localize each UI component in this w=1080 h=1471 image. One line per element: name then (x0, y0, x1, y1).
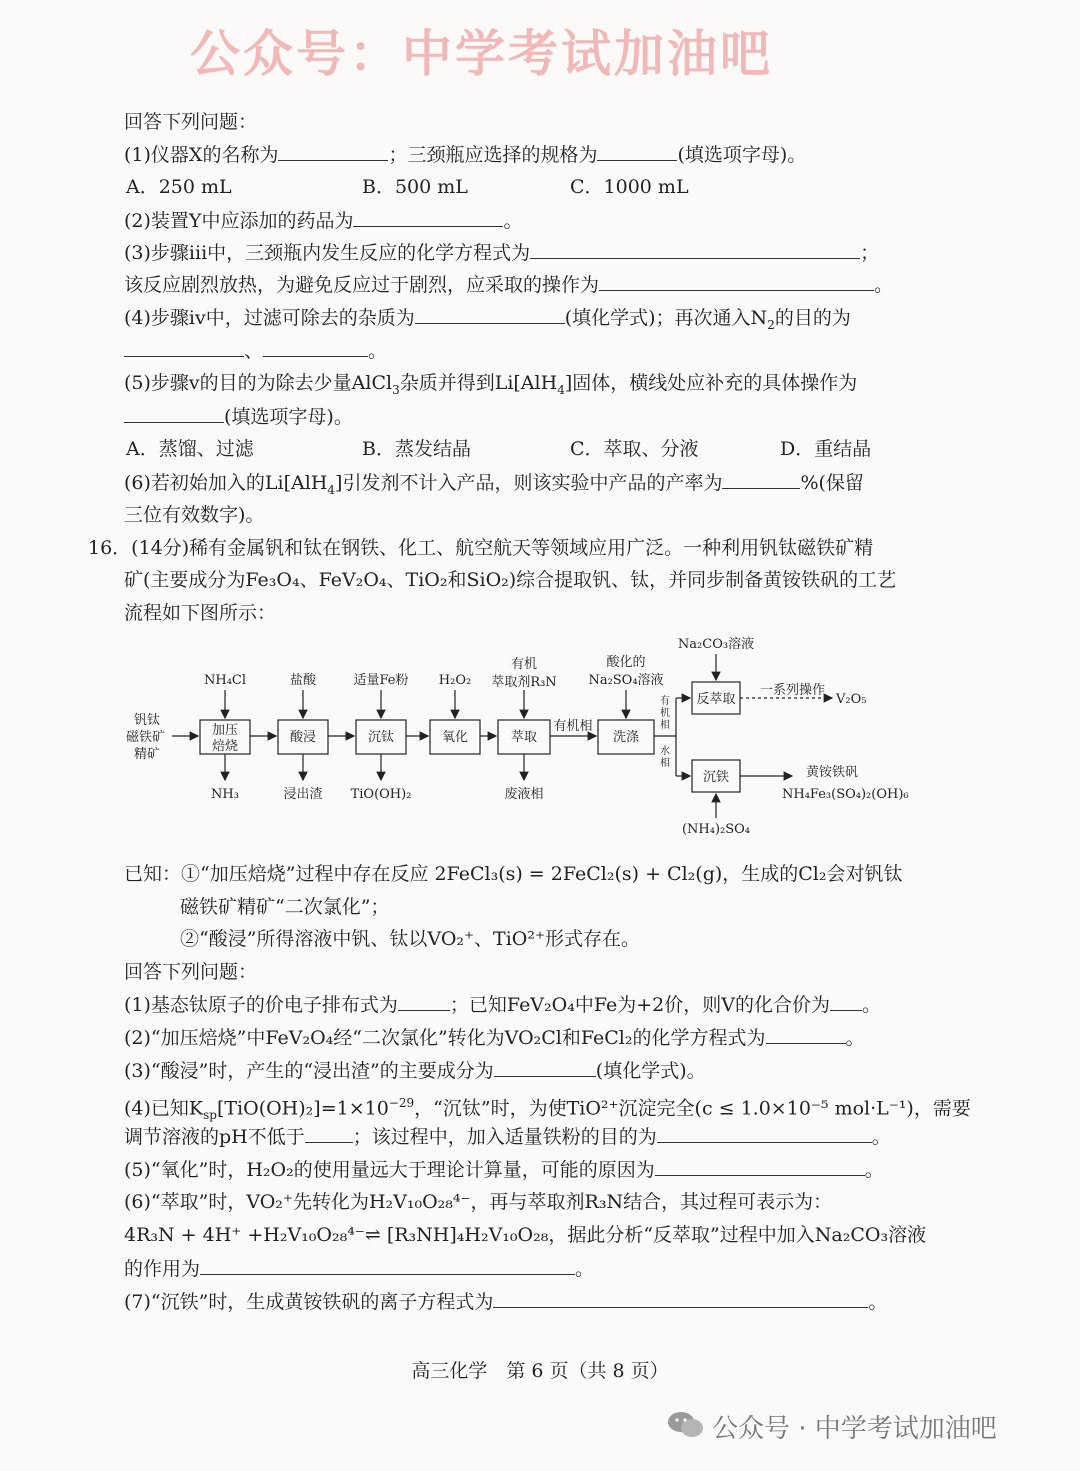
flow-reagent-label: Na₂SO₄溶液 (588, 673, 664, 688)
q15-4-mid: (填化学式)；再次通入N (564, 307, 768, 329)
q15-5b (124, 404, 353, 429)
q15-4b-sep: 、 (244, 340, 264, 362)
q16-4 (124, 1091, 971, 1127)
flow-box-label: 沉铁 (702, 770, 730, 785)
flow-box-label: 氧化 (441, 730, 469, 745)
flow-output-label: 浸出渣 (283, 787, 323, 802)
q16-1-c: 。 (861, 994, 881, 1016)
answer-blank[interactable] (200, 1256, 575, 1275)
q15-5-a: (5)步骤v的目的为除去少量AlCl (124, 372, 393, 394)
q15-3b-text: 该反应剧烈放热，为避免反应过于剧烈，应采取的操作为 (124, 274, 600, 296)
q16-7-text: (7)“沉铁”时，生成黄铵铁矾的离子方程式为 (124, 1291, 494, 1313)
q15-6 (124, 470, 864, 502)
answer-blank[interactable] (722, 470, 800, 489)
q15-3-text: (3)步骤iii中，三颈瓶内发生反应的化学方程式为 (124, 242, 531, 264)
q15-1-mid: ；三颈瓶应选择的规格为 (388, 144, 598, 166)
q16-3-text: (3)“酸浸”时，产生的“浸出渣”的主要成分为 (124, 1060, 494, 1082)
q16-4-sup: −29 (388, 1096, 415, 1110)
page-footer: 高三化学 第 6 页（共 8 页） (411, 1360, 669, 1382)
answer-blank[interactable] (599, 272, 874, 291)
q16-6c (124, 1256, 594, 1281)
q16-4-end: 。 (871, 1126, 891, 1148)
brand-label: 公众号 · 中学考试加油吧 (712, 1414, 997, 1444)
flow-phase-v: 水 (660, 746, 670, 757)
q16-4-c: ，“沉钛”时，为使TiO²⁺沉淀完全(c ≤ 1.0×10⁻⁵ mol·L⁻¹)，需要 (414, 1097, 971, 1120)
q15-3 (124, 240, 879, 265)
q16-known-1-text: ①“加压焙烧”过程中存在反应 2FeCl₃(s) = 2FeCl₂(s) + Cl₂(g)，生成的Cl₂会对钒钛 (181, 863, 903, 885)
q15-3b-end: 。 (874, 274, 894, 296)
answer-blank[interactable] (493, 1289, 868, 1308)
flow-reagent-label: 酸化的 (606, 655, 646, 670)
q15-5b-end: (填选项字母)。 (224, 406, 353, 428)
answer-blank[interactable] (655, 1157, 865, 1176)
answer-blank[interactable] (657, 1124, 872, 1143)
q16-3-end: (填化学式)。 (595, 1060, 706, 1082)
q16-5 (124, 1157, 884, 1182)
flow-organic-phase-label: 有机相 (553, 719, 593, 734)
flow-box-label: 酸浸 (289, 730, 317, 745)
q16-4-sub: sp (203, 1108, 217, 1123)
flow-reagent-label: 适量Fe粉 (353, 673, 409, 688)
q15-5-b: 杂质并得到Li[AlH (399, 372, 558, 394)
q15-4-end: 的目的为 (774, 307, 851, 329)
answer-blank[interactable] (597, 142, 677, 161)
flow-box-label: 洗涤 (612, 730, 640, 745)
flow-output-label: TiO(OH)₂ (350, 787, 412, 802)
flow-box-label: 反萃取 (696, 692, 736, 707)
q16-known-label: 已知： (124, 863, 182, 885)
flow-nh4so4-label: (NH₄)₂SO₄ (681, 822, 751, 837)
q16-intro-1: 16．(14分)稀有金属钒和钛在钢铁、化工、航空航天等领域应用广泛。一种利用钒钛磁铁矿精 (88, 537, 874, 559)
flow-start-label: 精矿 (134, 747, 161, 762)
q16-5-text: (5)“氧化”时，H₂O₂的使用量远大于理论计算量，可能的原因为 (124, 1159, 655, 1181)
q15-1-option-c: C．1000 mL (570, 176, 689, 198)
q16-intro-2: 矿(主要成分为Fe₃O₄、FeV₂O₄、TiO₂和SiO₂)综合提取钒、钛，并同步制备黄铵铁矾的工艺 (124, 569, 897, 591)
flow-product-formula: NH₄Fe₃(SO₄)₂(OH)₆ (782, 787, 909, 802)
answer-blank[interactable] (124, 338, 244, 357)
q15-2-end: 。 (503, 210, 523, 232)
q16-1-b: ；已知FeV₂O₄中Fe为+2价，则V的化合价为 (449, 994, 830, 1016)
q16-4-b: [TiO(OH)₂]=1×10 (216, 1097, 389, 1120)
q16-5-end: 。 (864, 1159, 884, 1181)
q15-5-c: ]固体，横线处应补充的具体操作为 (564, 372, 858, 394)
flow-v2o5-label: V₂O₅ (836, 692, 867, 707)
q16-intro-3: 流程如下图所示： (124, 602, 277, 624)
q15-6b: 三位有效数字)。 (124, 504, 265, 526)
q15-3-end: ； (860, 242, 880, 264)
answer-blank[interactable] (530, 240, 860, 259)
q15-5-option-d: D．重结晶 (780, 438, 872, 460)
flow-phase-v: 相 (660, 758, 670, 769)
flow-box-label: 沉钛 (367, 730, 395, 745)
flow-start-label: 磁铁矿 (126, 730, 166, 745)
q15-5 (124, 371, 857, 402)
q16-known-2: ②“酸浸”所得溶液中钒、钛以VO₂⁺、TiO²⁺形式存在。 (180, 928, 641, 950)
q16-6c-text: 的作用为 (124, 1258, 201, 1280)
q15-6-a: (6)若初始加入的Li[AlH (124, 472, 328, 494)
q16-7-end: 。 (868, 1291, 888, 1313)
flow-output-label: 废液相 (504, 787, 544, 802)
q16-2 (124, 1025, 865, 1050)
q16-7 (124, 1289, 887, 1314)
q16-4b (124, 1124, 891, 1149)
q15-1-end: (填选项字母)。 (677, 144, 807, 166)
q16-2-end: 。 (845, 1027, 865, 1049)
q15-2 (124, 208, 522, 233)
flow-output-label: NH₃ (211, 787, 239, 802)
q15-5-option-a: A．蒸馏、过滤 (126, 438, 254, 460)
flow-reagent-label: 有机 (510, 657, 538, 672)
q15-4-sub: 2 (767, 317, 775, 332)
q16-6b: 4R₃N + 4H⁺ +H₂V₁₀O₂₈⁴⁻⇌ [R₃NH]₄H₂V₁₀O₂₈，据此分析“反萃取”过程中加入Na₂CO₃溶液 (124, 1224, 927, 1246)
flow-reagent-label: 盐酸 (289, 673, 317, 688)
q15-1-text: (1)仪器X的名称为 (124, 144, 279, 166)
flow-phase-v: 机 (660, 708, 670, 719)
answer-blank[interactable] (415, 305, 565, 324)
q15-4-text: (4)步骤iv中，过滤可除去的杂质为 (124, 307, 415, 329)
q15-6-b: ]引发剂不计入产品，则该实验中产品的产率为 (335, 472, 723, 494)
q16-4-a: (4)已知K (124, 1097, 204, 1120)
q16-2-text: (2)“加压焙烧”中FeV₂O₄经“二次氯化”转化为VO₂Cl和FeCl₂的化学方程式为 (124, 1027, 766, 1049)
q15-4b-end: 。 (368, 340, 388, 362)
q15-3b (124, 272, 893, 297)
answer-blank[interactable] (305, 1124, 353, 1143)
q15-1-option-b: B．500 mL (362, 176, 468, 198)
answer-blank[interactable] (398, 992, 450, 1011)
q15-2-text: (2)装置Y中应添加的药品为 (124, 210, 354, 232)
flow-reagent-label: NH₄Cl (203, 673, 247, 688)
q16-1-a: (1)基态钛原子的价电子排布式为 (124, 994, 398, 1016)
wechat-icon (666, 1409, 706, 1441)
answer-blank[interactable] (278, 142, 388, 161)
q15-5-option-c: C．萃取、分液 (570, 438, 699, 460)
q15-6-sub: 4 (327, 482, 336, 497)
flow-series-ops-label: 一系列操作 (760, 683, 826, 698)
q15-1 (124, 142, 806, 167)
q15-5-option-b: B．蒸发结晶 (362, 438, 471, 460)
answer-blank[interactable] (494, 1058, 596, 1077)
flow-reagent-label: H₂O₂ (438, 673, 472, 688)
answer-blank[interactable] (353, 208, 503, 227)
watermark: 公众号：中学考试加油吧 (190, 25, 773, 83)
q16-6-end: 。 (575, 1258, 595, 1280)
flow-na2co3-label: Na₂CO₃溶液 (677, 637, 755, 652)
q16-known-1 (124, 862, 903, 886)
flow-box-label: 加压 (211, 723, 239, 738)
q16-4-d: 调节溶液的pH不低于 (124, 1126, 305, 1148)
flow-phase-v: 有 (660, 696, 670, 707)
flow-reagent-label: 萃取剂R₃N (491, 675, 557, 690)
q16-6: (6)“萃取”时，VO₂⁺先转化为H₂V₁₀O₂₈⁴⁻，再与萃取剂R₃N结合，其过程可表示为： (124, 1191, 833, 1213)
answer-blank[interactable] (124, 404, 224, 423)
flow-box-label: 焙烧 (211, 739, 239, 754)
q15-4 (124, 305, 851, 337)
answer-blank[interactable] (830, 992, 862, 1011)
flow-product-label: 黄铵铁矾 (806, 765, 859, 780)
q15-4b (124, 338, 387, 363)
q15-answer-intro: 回答下列问题： (124, 111, 258, 133)
q15-6-c: %(保留 (800, 472, 864, 494)
q16-4-e: ；该过程中，加入适量铁粉的目的为 (352, 1126, 657, 1148)
q15-5-sub2: 4 (557, 382, 565, 397)
answer-blank[interactable] (263, 338, 368, 357)
q16-3 (124, 1058, 706, 1083)
q15-1-option-a: A．250 mL (126, 176, 232, 198)
flow-phase-v: 相 (660, 720, 670, 731)
flow-start-label: 钒钛 (134, 713, 161, 728)
q15-5-sub1: 3 (392, 382, 400, 397)
process-flow-diagram (120, 628, 920, 843)
q16-answer-intro: 回答下列问题： (124, 961, 258, 983)
q16-1 (124, 992, 881, 1017)
flow-box-label: 萃取 (510, 730, 538, 745)
q16-known-1b: 磁铁矿精矿“二次氯化”； (180, 896, 390, 918)
answer-blank[interactable] (766, 1025, 846, 1044)
